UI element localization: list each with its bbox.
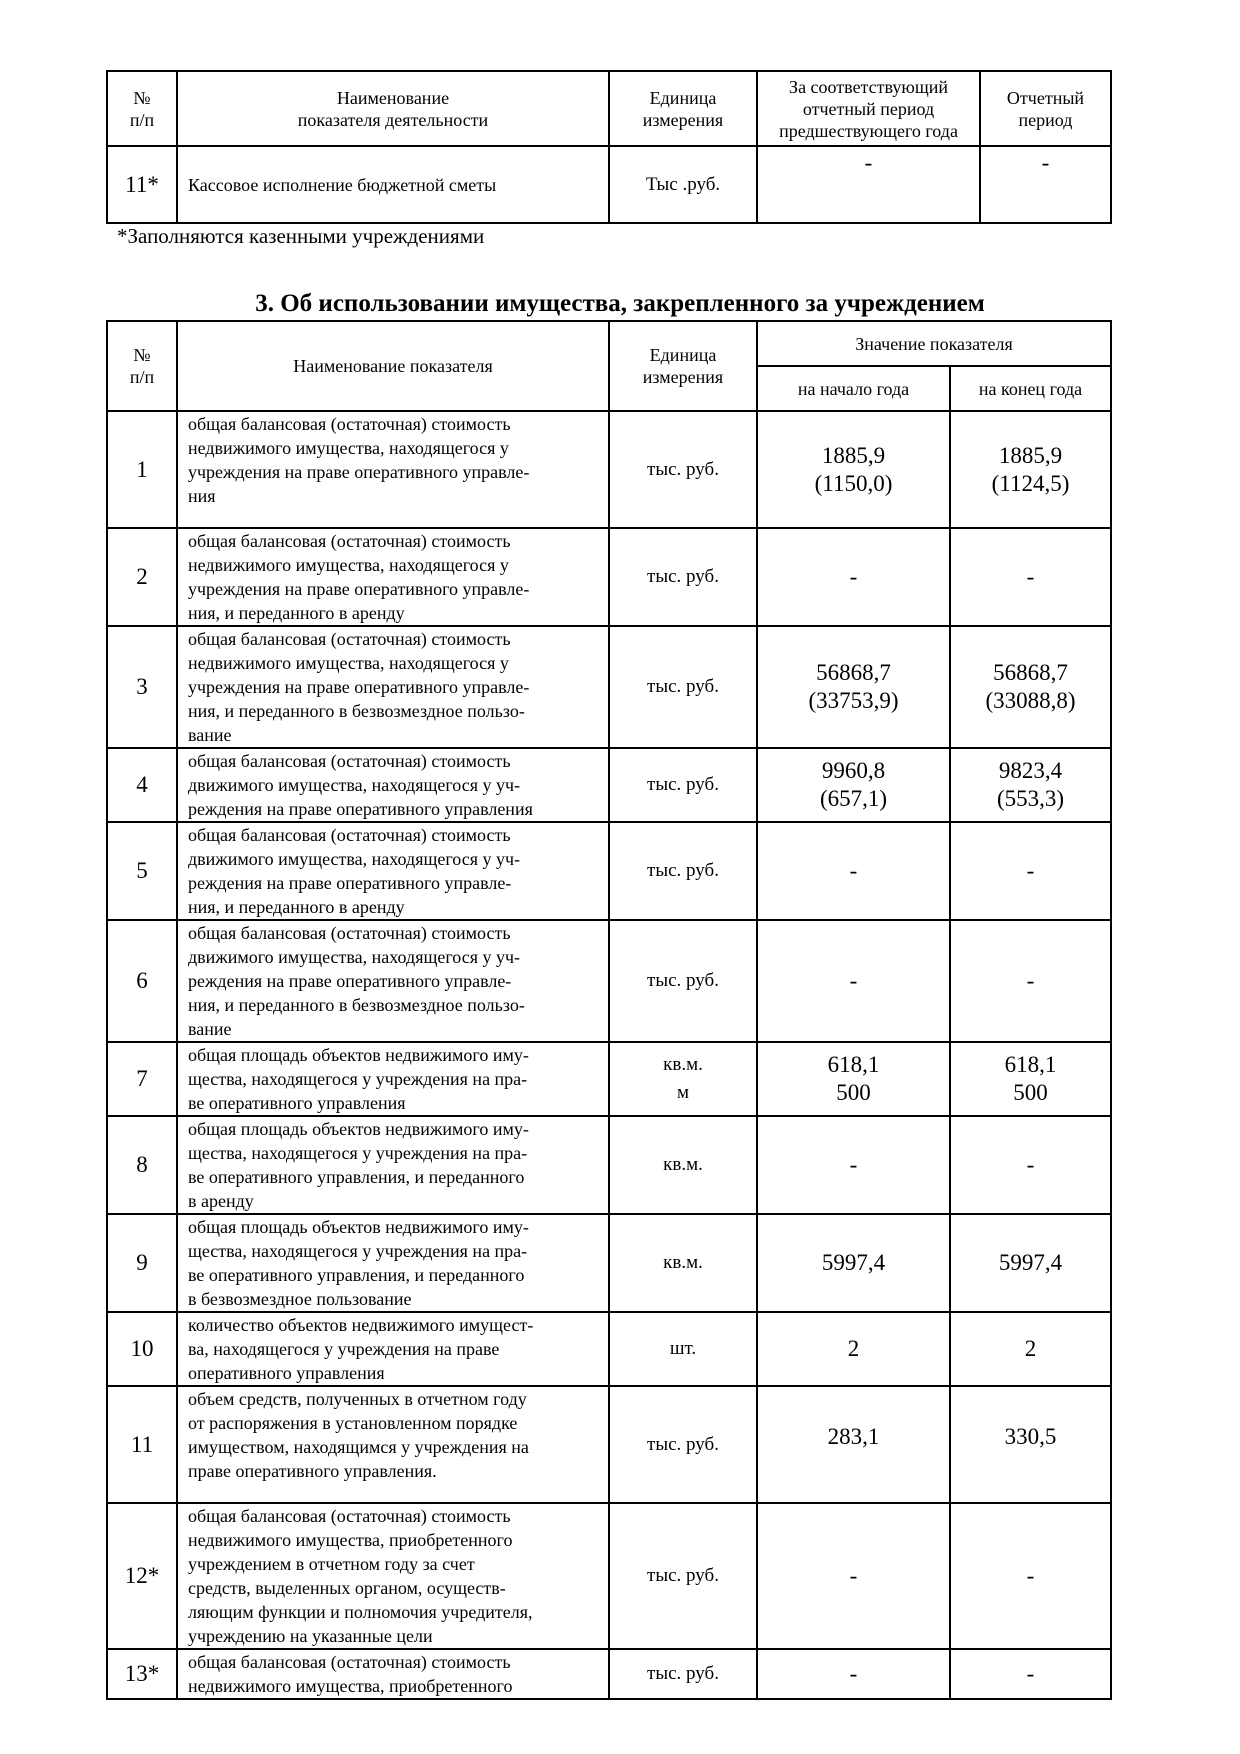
row-num: 6 (107, 920, 177, 1042)
row-unit: тыс. руб. (609, 1503, 757, 1649)
row-num: 8 (107, 1116, 177, 1214)
table-row (107, 1042, 1111, 1116)
table-row (107, 920, 1111, 1042)
row-name: Кассовое исполнение бюджетной сметы (177, 146, 609, 223)
row-end-value: 1885,9 (1124,5) (950, 411, 1111, 528)
row-num: 12* (107, 1503, 177, 1649)
row-name: общая балансовая (остаточная) стоимость движимого имущества, находящегося у уч- реждения на праве оперативного управления (177, 748, 609, 822)
row-num: 13* (107, 1649, 177, 1699)
header-value-group: Значение показателя (757, 321, 1111, 366)
row-current-value: - (980, 146, 1111, 223)
table-row (107, 822, 1111, 920)
row-unit: тыс. руб. (609, 920, 757, 1042)
row-end-value: 56868,7 (33088,8) (950, 626, 1111, 748)
header-name: Наименование показателя (177, 321, 609, 411)
row-unit: тыс. руб. (609, 626, 757, 748)
row-start-value: - (757, 1503, 950, 1649)
row-end-value: - (950, 1503, 1111, 1649)
row-end-value: - (950, 920, 1111, 1042)
header-num: № п/п (107, 321, 177, 411)
table-header-row (107, 71, 1111, 146)
header-num: № п/п (107, 71, 177, 146)
row-num: 5 (107, 822, 177, 920)
row-num: 4 (107, 748, 177, 822)
table-row (107, 1503, 1111, 1649)
table-row (107, 1312, 1111, 1386)
row-end-value: 2 (950, 1312, 1111, 1386)
footnote: *Заполняются казенными учреждениями (117, 224, 485, 248)
table-row (107, 411, 1111, 528)
row-end-value: 330,5 (950, 1386, 1111, 1503)
table-row (107, 528, 1111, 626)
row-start-value: - (757, 528, 950, 626)
table-row (107, 748, 1111, 822)
row-name: объем средств, полученных в отчетном году от распоряжения в установленном порядке имуществом, находящимся у учреждения на праве оперативного управления. (177, 1386, 609, 1503)
row-end-value: - (950, 822, 1111, 920)
row-name: общая балансовая (остаточная) стоимость недвижимого имущества, находящегося у учреждения на праве оперативного управле- ния, и переданного в безвозмездное пользо- вание (177, 626, 609, 748)
header-name: Наименование показателя деятельности (177, 71, 609, 146)
row-name: общая балансовая (остаточная) стоимость движимого имущества, находящегося у уч- реждения на праве оперативного управле- ния, и переданного в аренду (177, 822, 609, 920)
header-unit: Единица измерения (609, 321, 757, 411)
row-name: количество объектов недвижимого имущест- ва, находящегося у учреждения на праве оперативного управления (177, 1312, 609, 1386)
row-unit: Тыс .руб. (609, 146, 757, 223)
activity-table (106, 70, 1112, 224)
table-row (107, 1116, 1111, 1214)
row-unit: тыс. руб. (609, 1649, 757, 1699)
row-end-value: 5997,4 (950, 1214, 1111, 1312)
property-table (106, 320, 1112, 1700)
row-name: общая балансовая (остаточная) стоимость недвижимого имущества, приобретенного (177, 1649, 609, 1699)
row-num: 1 (107, 411, 177, 528)
row-unit: кв.м. м (609, 1042, 757, 1116)
row-name: общая балансовая (остаточная) стоимость недвижимого имущества, приобретенного учреждением в отчетном году за счет средств, выделенных органом, осуществ- ляющим функции и полномочия учредителя, учреждению на указанные цели (177, 1503, 609, 1649)
row-name: общая балансовая (остаточная) стоимость движимого имущества, находящегося у уч- реждения на праве оперативного управле- ния, и переданного в безвозмездное пользо- вание (177, 920, 609, 1042)
row-start-value: - (757, 1116, 950, 1214)
row-num: 10 (107, 1312, 177, 1386)
row-unit: шт. (609, 1312, 757, 1386)
row-unit: тыс. руб. (609, 748, 757, 822)
row-start-value: 9960,8 (657,1) (757, 748, 950, 822)
row-name: общая площадь объектов недвижимого иму- щества, находящегося у учреждения на пра- ве оперативного управления, и переданного в аренду (177, 1116, 609, 1214)
row-unit: тыс. руб. (609, 822, 757, 920)
row-num: 11* (107, 146, 177, 223)
row-end-value: - (950, 528, 1111, 626)
row-start-value: - (757, 920, 950, 1042)
row-start-value: - (757, 822, 950, 920)
table-row (107, 1649, 1111, 1699)
header-unit: Единица измерения (609, 71, 757, 146)
header-current-period: Отчетный период (980, 71, 1111, 146)
table-row (107, 1386, 1111, 1503)
row-start-value: 2 (757, 1312, 950, 1386)
row-unit: кв.м. (609, 1116, 757, 1214)
row-num: 9 (107, 1214, 177, 1312)
row-name: общая балансовая (остаточная) стоимость недвижимого имущества, находящегося у учреждения на праве оперативного управле- ния, и переданного в аренду (177, 528, 609, 626)
row-end-value: 618,1 500 (950, 1042, 1111, 1116)
header-end-of-year: на конец года (950, 366, 1111, 411)
row-unit: тыс. руб. (609, 411, 757, 528)
row-start-value: 56868,7 (33753,9) (757, 626, 950, 748)
header-start-of-year: на начало года (757, 366, 950, 411)
header-prev-period: За соответствующий отчетный период предшествующего года (757, 71, 980, 146)
table-header-row (107, 321, 1111, 366)
row-num: 3 (107, 626, 177, 748)
table-row (107, 146, 1111, 223)
row-unit: кв.м. (609, 1214, 757, 1312)
row-start-value: 1885,9 (1150,0) (757, 411, 950, 528)
row-prev-value: - (757, 146, 980, 223)
row-start-value: 5997,4 (757, 1214, 950, 1312)
row-unit: тыс. руб. (609, 1386, 757, 1503)
row-name: общая балансовая (остаточная) стоимость недвижимого имущества, находящегося у учреждения на праве оперативного управле- ния (177, 411, 609, 528)
section-title: 3. Об использовании имущества, закрепленного за учреждением (255, 290, 985, 317)
row-start-value: - (757, 1649, 950, 1699)
row-end-value: - (950, 1116, 1111, 1214)
row-num: 11 (107, 1386, 177, 1503)
row-start-value: 618,1 500 (757, 1042, 950, 1116)
row-end-value: 9823,4 (553,3) (950, 748, 1111, 822)
row-end-value: - (950, 1649, 1111, 1699)
table-row (107, 1214, 1111, 1312)
row-num: 7 (107, 1042, 177, 1116)
table-row (107, 626, 1111, 748)
row-start-value: 283,1 (757, 1386, 950, 1503)
row-unit: тыс. руб. (609, 528, 757, 626)
row-name: общая площадь объектов недвижимого иму- щества, находящегося у учреждения на пра- ве оперативного управления (177, 1042, 609, 1116)
row-num: 2 (107, 528, 177, 626)
row-name: общая площадь объектов недвижимого иму- щества, находящегося у учреждения на пра- ве оперативного управления, и переданного в безвозмездное пользование (177, 1214, 609, 1312)
